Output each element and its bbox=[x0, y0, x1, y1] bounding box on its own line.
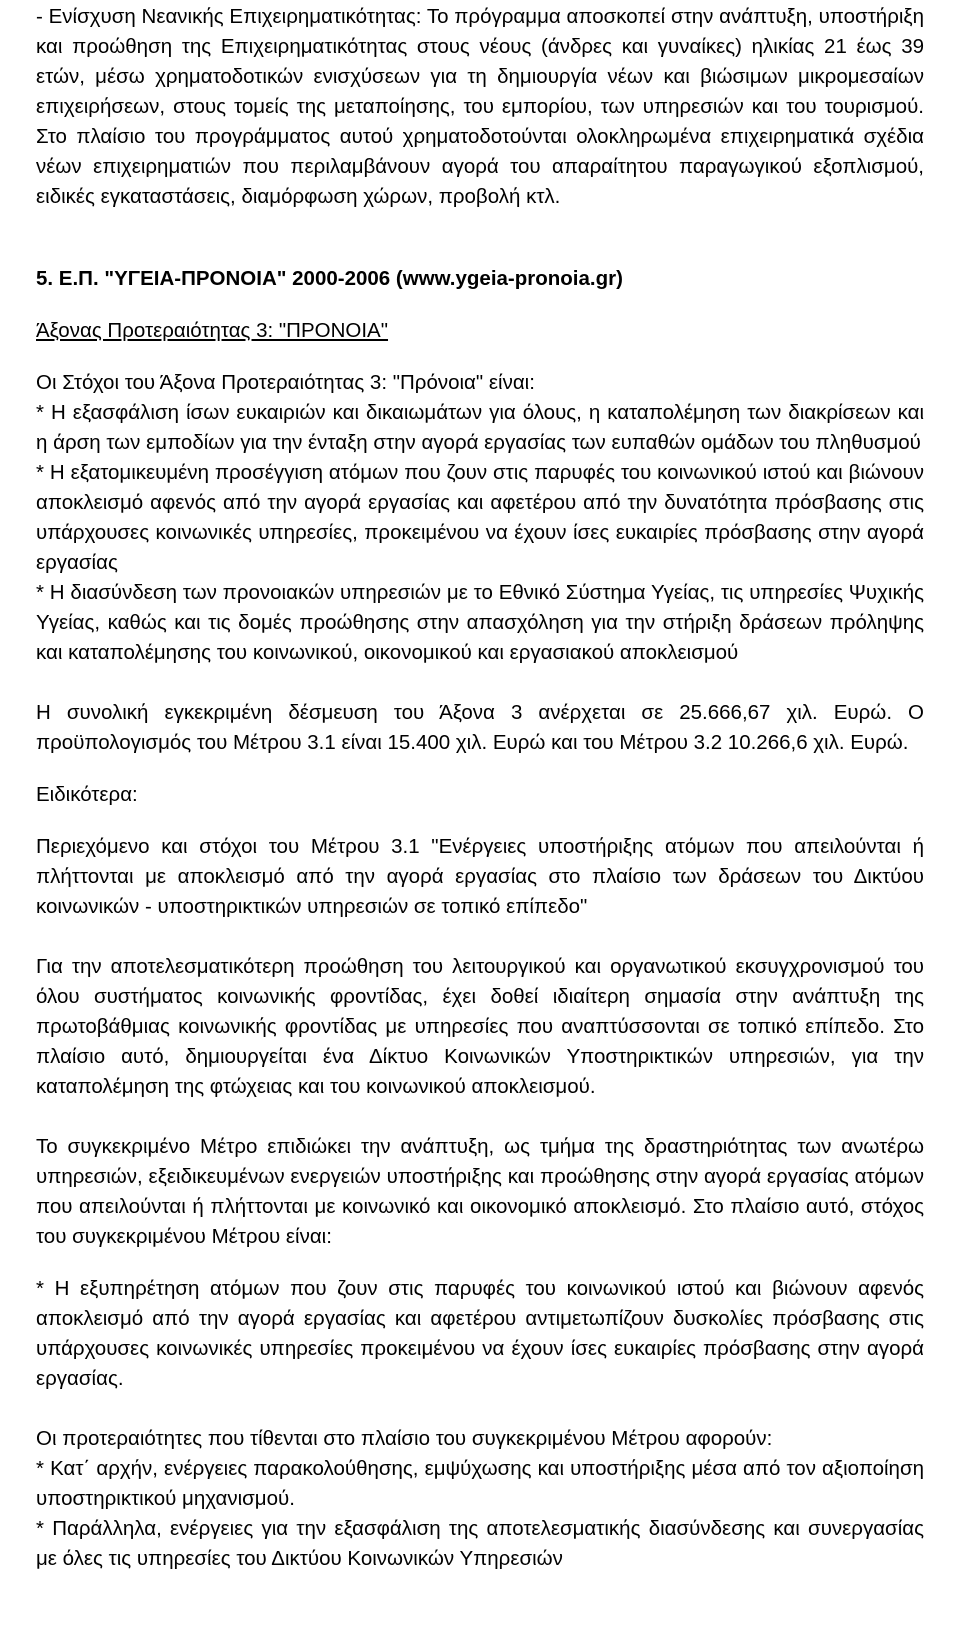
network-paragraph: Για την αποτελεσματικότερη προώθηση του λειτουργικού και οργανωτικού εκσυγχρονισμού του όλου συστήματος κοινωνικής φροντίδας, έχει δοθεί ιδιαίτερη σημασία στην ανάπτυξη της πρωτοβάθμιας κοινωνικής φροντίδας με υπηρεσίες που αναπτύσσονται σε τοπικό επίπεδο. Στο πλαίσιο αυτό, δημιουργείται ένα Δίκτυο Κοινωνικών Υποστηρικτικών υπηρεσιών, για την καταπολέμηση της φτώχειας και του κοινωνικού αποκλεισμού. bbox=[36, 955, 924, 1098]
priorities-intro: Οι προτεραιότητες που τίθενται στο πλαίσιο του συγκεκριμένου Μέτρου αφορούν: bbox=[36, 1427, 773, 1450]
priority-item-2: * Παράλληλα, ενέργειες για την εξασφάλιση της αποτελεσματικής διασύνδεσης και συνεργασίας με όλες τις υπηρεσίες του Δικτύου Κοινωνικών Υπηρεσιών bbox=[36, 1517, 924, 1570]
budget-paragraph: Η συνολική εγκεκριμένη δέσμευση του Άξονα 3 ανέρχεται σε 25.666,67 χιλ. Ευρώ. Ο προϋπολογισμός του Μέτρου 3.1 είναι 15.400 χιλ. Ευρώ και του Μέτρου 3.2 10.266,6 χιλ. Ευρώ. bbox=[36, 701, 924, 754]
measure-title: Περιεχόμενο και στόχοι του Μέτρου 3.1 "Ενέργειες υποστήριξης ατόμων που απειλούνται ή πλήττονται με αποκλεισμό από την αγορά εργασίας στο πλαίσιο των δράσεων του Δικτύου κοινωνικών - υποστηρικτικών υπηρεσιών σε τοπικό επίπεδο" bbox=[36, 835, 924, 918]
goal-item-3: * Η διασύνδεση των προνοιακών υπηρεσιών με το Εθνικό Σύστημα Υγείας, τις υπηρεσίες Ψυχικής Υγείας, καθώς και τις δομές προώθησης στην απασχόληση για την στήριξη δράσεων πρόληψης και καταπολέμησης του κοινωνικού, οικονομικού και εργασιακού αποκλεισμού bbox=[36, 581, 924, 664]
measure-goal-item: * Η εξυπηρέτηση ατόμων που ζουν στις παρυφές του κοινωνικού ιστού και βιώνουν αφενός αποκλεισμό από την αγορά εργασίας και αφετέρου αντιμετωπίζουν δυσκολίες πρόσβασης στις υπάρχουσες κοινωνικές υπηρεσίες προκειμένου να έχουν ίσες ευκαιρίες πρόσβασης στην αγορά εργασίας. bbox=[36, 1277, 924, 1390]
axis-title: Άξονας Προτεραιότητας 3: "ΠΡΟΝΟΙΑ" bbox=[36, 319, 389, 342]
measure-paragraph: Το συγκεκριμένο Μέτρο επιδιώκει την ανάπτυξη, ως τμήμα της δραστηριότητας των ανωτέρω υπηρεσιών, εξειδικευμένων ενεργειών υποστήριξης και προώθησης στην αγορά εργασίας ατόμων που απειλούνται ή πλήττονται με κοινωνικό και οικονομικό αποκλεισμό. Στο πλαίσιο αυτό, στόχος του συγκεκριμένου Μέτρου είναι: bbox=[36, 1135, 924, 1248]
goal-item-1: * Η εξασφάλιση ίσων ευκαιριών και δικαιωμάτων για όλους, η καταπολέμηση των διακρίσεων και η άρση των εμποδίων για την ένταξη στην αγορά εργασίας των ευπαθών ομάδων του πληθυσμού bbox=[36, 401, 924, 454]
intro-paragraph: - Ενίσχυση Νεανικής Επιχειρηματικότητας: Το πρόγραμμα αποσκοπεί στην ανάπτυξη, υποστήριξη και προώθηση της Επιχειρηματικότητας στους νέους (άνδρες και γυναίκες) ηλικίας 21 έως 39 ετών, μέσω χρηματοδοτικών ενισχύσεων για τη δημιουργία νέων και βιώσιμων μικρομεσαίων επιχειρήσεων, στους τομείς της μεταποίησης, του εμπορίου, των υπηρεσιών και του τουρισμού. Στο πλαίσιο του προγράμματος αυτού χρηματοδοτούνται ολοκληρωμένα επιχειρηματικά σχέδια νέων επιχειρηματιών που περιλαμβάνουν αγορά του απαραίτητου παραγωγικού εξοπλισμού, ειδικές εγκαταστάσεις, διαμόρφωση χώρων, προβολή κτλ. bbox=[36, 5, 924, 208]
goals-intro: Οι Στόχοι του Άξονα Προτεραιότητας 3: "Πρόνοια" είναι: bbox=[36, 371, 535, 394]
specifically-label: Ειδικότερα: bbox=[36, 783, 138, 806]
section-heading: 5. Ε.Π. "ΥΓΕΙΑ-ΠΡΟΝΟΙΑ" 2000-2006 (www.ygeia-pronoia.gr) bbox=[36, 267, 623, 290]
goal-item-2: * Η εξατομικευμένη προσέγγιση ατόμων που ζουν στις παρυφές του κοινωνικού ιστού και βιώνουν αποκλεισμό αφενός από την αγορά εργασίας και αφετέρου από την δυνατότητα πρόσβασης στις υπάρχουσες κοινωνικές υπηρεσίες, προκειμένου να έχουν ίσες ευκαιρίες πρόσβασης στην αγορά εργασίας bbox=[36, 461, 924, 574]
priority-item-1: * Κατ΄ αρχήν, ενέργειες παρακολούθησης, εμψύχωσης και υποστήριξης μέσα από τον αξιοποίηση υποστηρικτικού μηχανισμού. bbox=[36, 1457, 924, 1510]
